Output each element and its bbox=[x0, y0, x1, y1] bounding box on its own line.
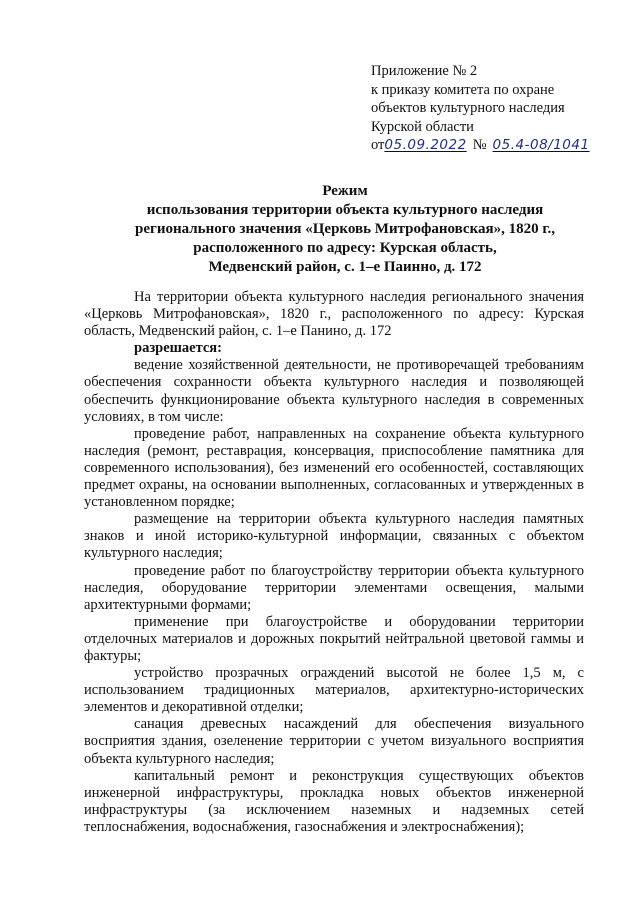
intro-paragraph: На территории объекта культурного наследия регионального значения «Церковь Митрофановская», 1820 г., расположенного по адресу: Курская область, Медвенский район, с. 1–е Панино, д. 172 bbox=[84, 289, 584, 340]
permitted-item: проведение работ по благоустройству территории объекта культурного наследия, оборудование территории элементами освещения, малыми архитектурными формами; bbox=[84, 562, 584, 613]
permitted-item: размещение на территории объекта культурного наследия памятных знаков и иной историко-культурной информации, связанных с объектом культурного наследия; bbox=[84, 511, 584, 562]
appendix-line: объектов культурного наследия bbox=[371, 100, 565, 117]
permitted-item: капитальный ремонт и реконструкция существующих объектов инженерной инфраструктуры, прокладка новых объектов инженерной инфраструктуры (за исключением наземных и надземных сетей теплоснабжения, водоснабжения, газоснабжения и электроснабжения); bbox=[84, 767, 584, 835]
title-line: использования территории объекта культурного наследия bbox=[146, 202, 544, 218]
appendix-line: Приложение № 2 bbox=[371, 63, 478, 79]
order-date-line bbox=[371, 136, 590, 155]
permitted-item: ведение хозяйственной деятельности, не противоречащей требованиям обеспечения сохранности объекта культурного наследия и позволяющей обеспечить функционирование объекта культурного наследия в современных условиях, в том числе: bbox=[84, 357, 584, 425]
permitted-item: санация древесных насаждений для обеспечения визуального восприятия здания, озеленение территории с учетом визуального восприятия объекта культурного наследия; bbox=[84, 716, 584, 767]
permitted-item: применение при благоустройстве и оборудовании территории отделочных материалов и дорожных покрытий нейтральной цветовой гаммы и фактуры; bbox=[84, 613, 584, 664]
number-prefix: № bbox=[472, 137, 487, 154]
appendix-header bbox=[371, 62, 590, 155]
title-line: регионального значения «Церковь Митрофановская», 1820 г., bbox=[135, 221, 555, 237]
permitted-item: устройство прозрачных ограждений высотой не более 1,5 м, с использованием традиционных материалов, архитектурно-исторических элементов и декоративной отделки; bbox=[84, 665, 584, 716]
appendix-line: Курской области bbox=[371, 118, 474, 135]
title-line: Режим bbox=[322, 183, 368, 199]
title-line: Медвенский район, с. 1–е Паинно, д. 172 bbox=[208, 259, 482, 275]
title-line: расположенного по адресу: Курская область, bbox=[193, 240, 497, 256]
date-prefix: от bbox=[371, 137, 385, 154]
permitted-item: проведение работ, направленных на сохранение объекта культурного наследия (ремонт, реставрация, консервация, приспособление памятника для современного использования), без изменений его особенностей, составляющих предмет охраны, на основании выполненных, согласованных и утвержденных в установленном порядке; bbox=[84, 425, 584, 511]
document-title bbox=[95, 182, 595, 277]
appendix-line: к приказу комитета по охране bbox=[371, 81, 555, 98]
handwritten-number: 05.4-08/1041 bbox=[492, 137, 590, 154]
document-body bbox=[84, 289, 584, 836]
permitted-label: разрешается: bbox=[134, 340, 222, 357]
handwritten-date: 05.09.2022 bbox=[384, 137, 467, 154]
